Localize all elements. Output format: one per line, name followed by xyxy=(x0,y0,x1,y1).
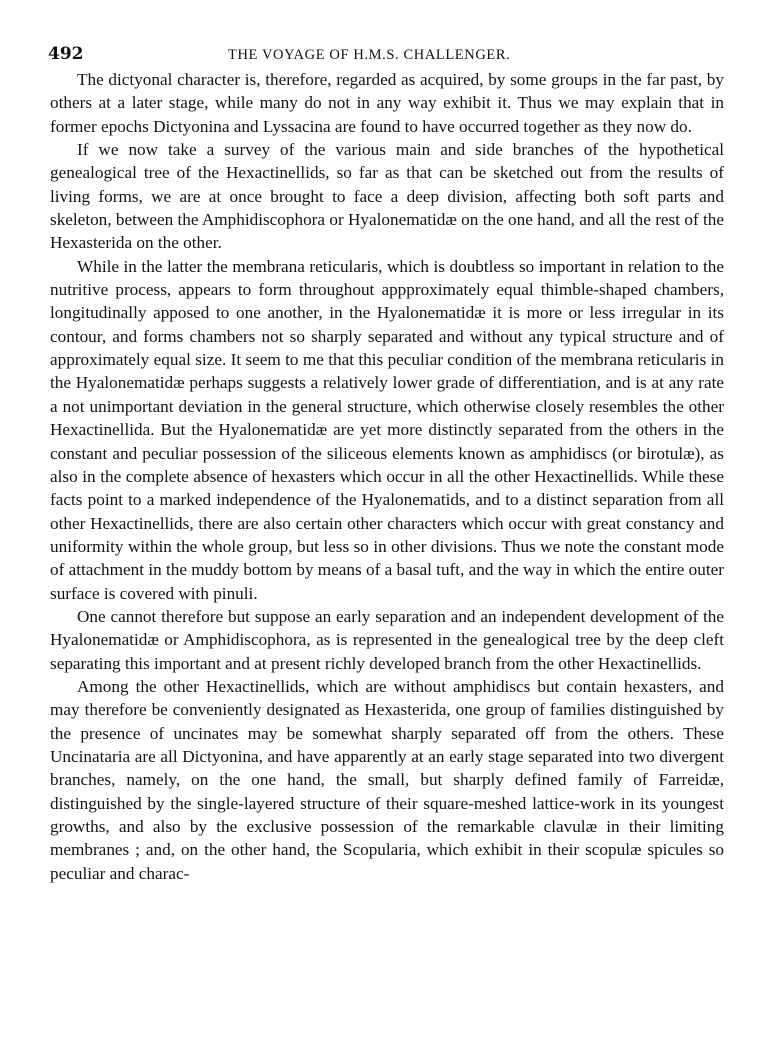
running-title: THE VOYAGE OF H.M.S. CHALLENGER. xyxy=(228,47,511,63)
body-text xyxy=(50,68,724,885)
paragraph: Among the other Hexactinellids, which are without amphidiscs but contain hexasters, and may therefore be conveniently designated as Hexasterida, one group of families distinguished by the presence of uncinates may be somewhat sharply separated off from the others. These Uncinataria are all Dictyonina, and have apparently at an early stage separated into two divergent branches, namely, on the one hand, the small, but sharply defined family of Farreidæ, distinguished by the single-layered structure of their square-meshed lattice-work in its youngest growths, and also by the exclusive possession of the remarkable clavulæ in their limiting membranes ; and, on the other hand, the Scopularia, which exhibit in their scopulæ spicules so peculiar and charac- xyxy=(50,676,724,883)
paragraph: The dictyonal character is, therefore, regarded as acquired, by some groups in the far past, by others at a later stage, while many do not in any way exhibit it. Thus we may explain that in former epochs Dictyonina and Lyssacina are found to have occurred together as they now do. xyxy=(50,70,724,136)
paragraph: If we now take a survey of the various main and side branches of the hypothetical genealogical tree of the Hexactinellids, so far as that can be sketched out from the results of living forms, we are at once brought to face a deep division, affecting both soft parts and skeleton, between the Amphidiscophora or Hyalonematidæ on the one hand, and all the rest of the Hexasterida on the other. xyxy=(50,140,724,253)
page-number: 492 xyxy=(48,44,84,64)
paragraph: While in the latter the membrana reticularis, which is doubtless so important in relation to the nutritive process, appears to form throughout appproximately equal thimble-shaped chambers, longitudinally apposed to one another, in the Hyalonematidæ it is more or less irregular in its contour, and forms chambers not so sharply separated and without any typical structure and of approximately equal size. It seem to me that this peculiar condition of the membrana reticularis in the Hyalonematidæ perhaps suggests a relatively lower grade of differentiation, and is at any rate a not unimportant deviation in the general structure, which otherwise closely resembles the other Hexactinellida. But the Hyalonematidæ are yet more distinctly separated from the others in the constant and peculiar possession of the siliceous elements known as amphidiscs (or birotulæ), as also in the complete absence of hexasters which occur in all the other Hexactinellids. While these facts point to a marked independence of the Hyalonematids, and to a distinct separation from all other Hexactinellids, there are also certain other characters which occur with great constancy and uniformity within the whole group, but less so in other divisions. Thus we note the constant mode of attachment in the muddy bottom by means of a basal tuft, and the way in which the entire outer surface is covered with pinuli. xyxy=(50,256,724,603)
paragraph: One cannot therefore but suppose an early separation and an independent development of the Hyalonematidæ or Amphidiscophora, as is represented in the genealogical tree by the deep cleft separating this important and at present richly developed branch from the other Hexactinellids. xyxy=(50,606,724,673)
running-head xyxy=(48,44,724,68)
